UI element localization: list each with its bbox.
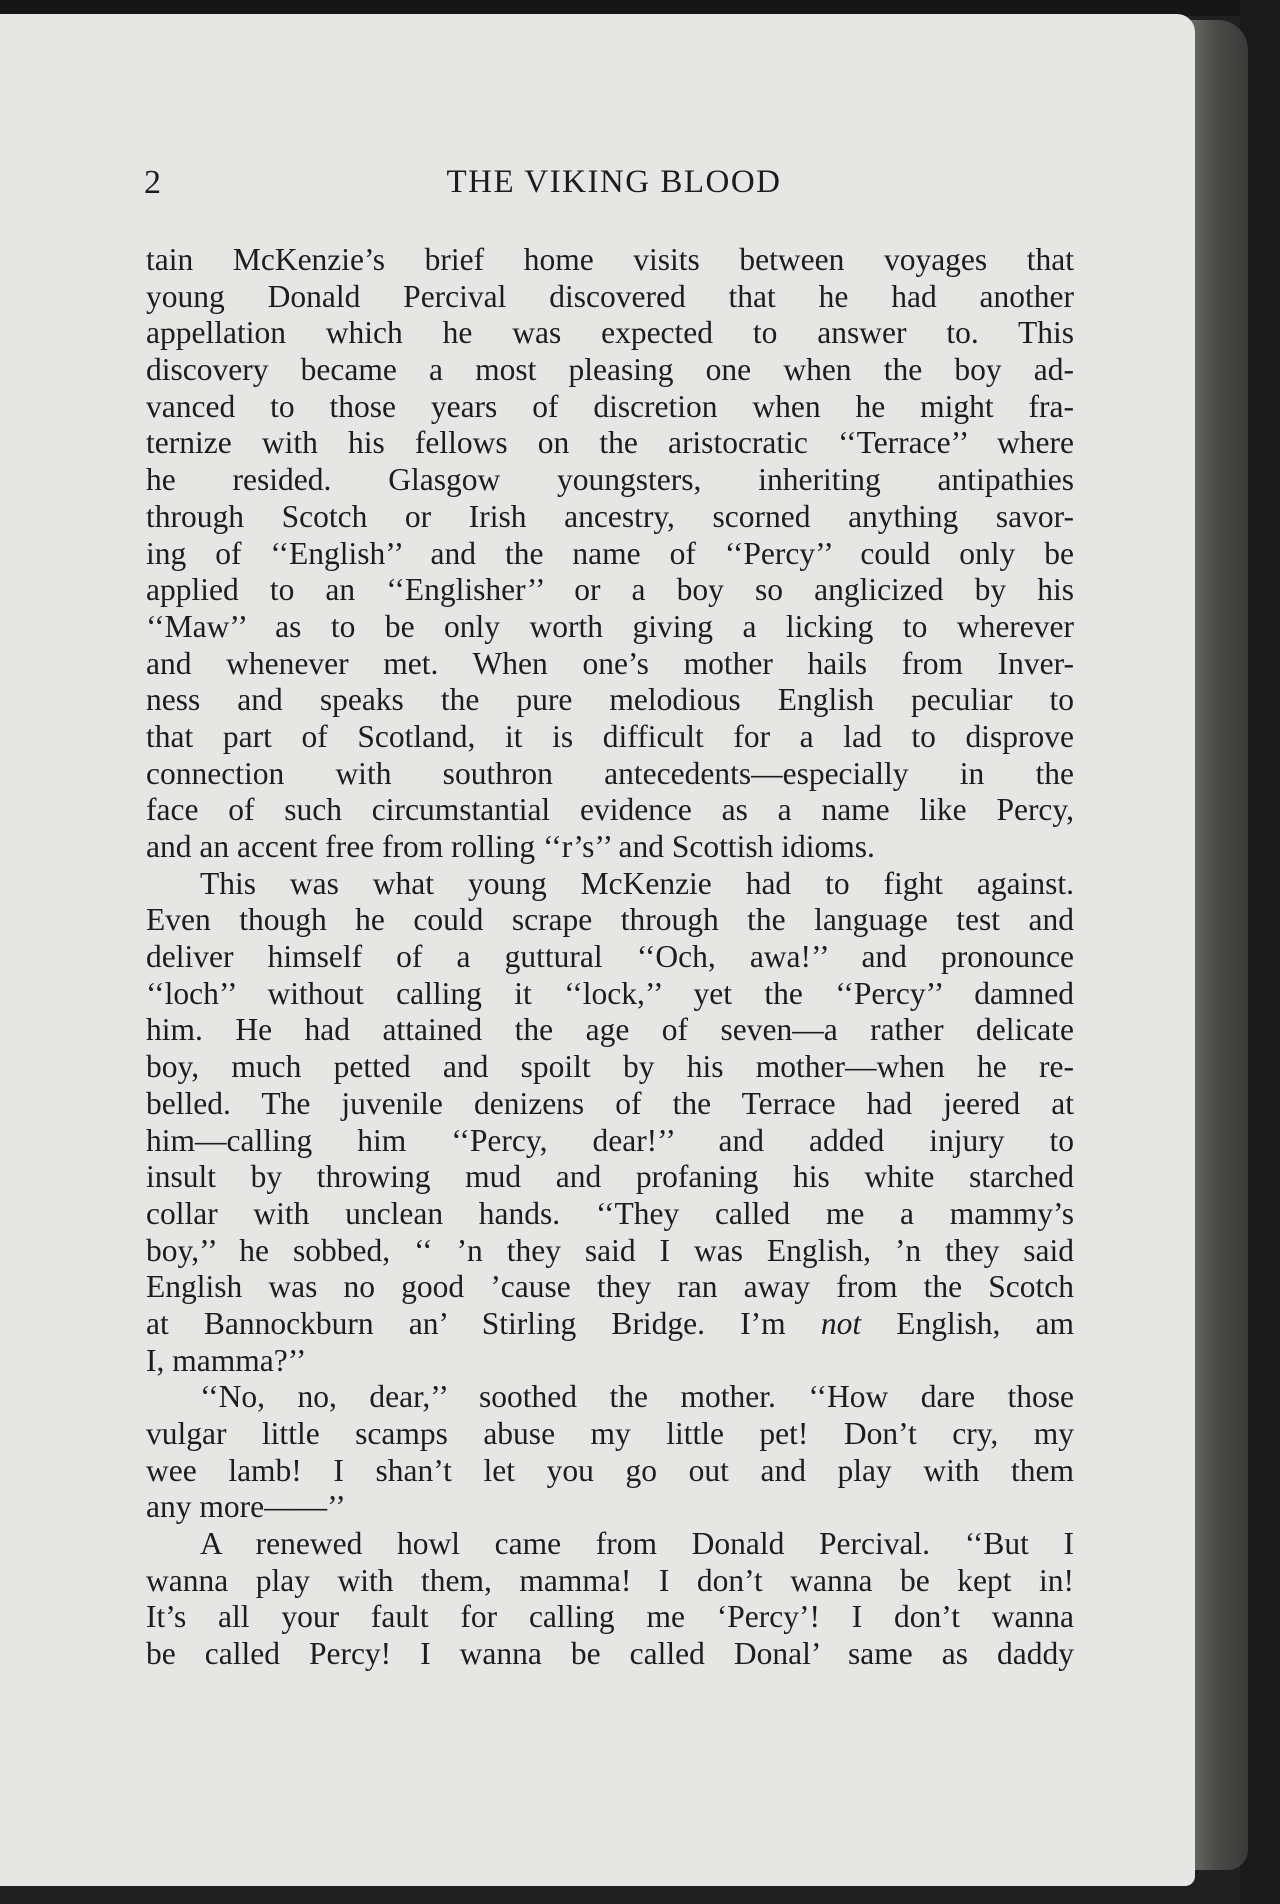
running-title: THE VIKING BLOOD <box>446 164 782 200</box>
text-line: boy, much petted and spoilt by his mother—when he re- <box>146 1049 1074 1085</box>
text-line: discovery became a most pleasing one when the boy ad- <box>146 352 1074 388</box>
paragraph-end-line: and an accent free from rolling ‘‘r’s’’ and Scottish idioms. <box>146 829 875 864</box>
paragraph-end-line: any more——’’ <box>146 1489 346 1525</box>
text-line: ‘‘Maw’’ as to be only worth giving a licking to wherever <box>146 608 1074 644</box>
text-line: vulgar little scamps abuse my little pet! Don’t cry, my <box>146 1416 1074 1451</box>
text-line: vanced to those years of discretion when he might fra- <box>146 388 1074 424</box>
text-line: ‘‘loch’’ without calling it ‘‘lock,’’ yet the ‘‘Percy’’ damned <box>146 975 1074 1011</box>
text-line: collar with unclean hands. ‘‘They called me a mammy’s <box>146 1195 1074 1231</box>
paragraph-start-line: A renewed howl came from Donald Percival. ‘‘But I <box>200 1526 1074 1562</box>
text-line: belled. The juvenile denizens of the Terrace had jeered at <box>146 1085 1074 1121</box>
text-line: him. He had attained the age of seven—a rather delicate <box>146 1012 1074 1048</box>
paragraph-start-line: ‘‘No, no, dear,’’ soothed the mother. ‘‘How dare those <box>200 1379 1074 1415</box>
text-line: ness and speaks the pure melodious English peculiar to <box>146 682 1074 718</box>
text-line: boy,’’ he sobbed, ‘‘ ’n they said I was English, ’n they said <box>146 1232 1074 1268</box>
text-line-with-emphasis <box>146 1306 1074 1343</box>
text-line: face of such circumstantial evidence as a name like Percy, <box>146 792 1074 828</box>
text-line: he resided. Glasgow youngsters, inheriting antipathies <box>146 462 1074 498</box>
page-number: 2 <box>144 164 161 201</box>
text-line: connection with southron antecedents—especially in the <box>146 755 1074 791</box>
text-line: insult by throwing mud and profaning his white starched <box>146 1159 1074 1195</box>
text-line: ing of ‘‘English’’ and the name of ‘‘Percy’’ could only be <box>146 535 1074 571</box>
text-line: and whenever met. When one’s mother hails from Inver- <box>146 645 1074 681</box>
text-line: applied to an ‘‘Englisher’’ or a boy so anglicized by his <box>146 572 1074 608</box>
paragraph-end-line: I, mamma?’’ <box>146 1342 307 1378</box>
text-segment: at Bannockburn an’ Stirling Bridge. I’m <box>146 1305 821 1341</box>
text-segment: English, am <box>861 1305 1074 1341</box>
text-line: be called Percy! I wanna be called Donal’ same as daddy <box>146 1636 1074 1672</box>
page-header <box>144 164 1074 212</box>
text-line: him—calling him ‘‘Percy, dear!’’ and added injury to <box>146 1122 1074 1158</box>
text-line: wee lamb! I shan’t let you go out and play with them <box>146 1452 1074 1488</box>
text-line: wanna play with them, mamma! I don’t wanna be kept in! <box>146 1562 1074 1598</box>
paragraph-start-line: This was what young McKenzie had to fight against. <box>200 865 1074 901</box>
text-line: tain McKenzie’s brief home visits between voyages that <box>146 242 1074 277</box>
body-text <box>146 242 1074 1673</box>
text-line: young Donald Percival discovered that he had another <box>146 278 1074 314</box>
text-line: English was no good ’cause they ran away from the Scotch <box>146 1269 1074 1305</box>
text-line: deliver himself of a guttural ‘‘Och, awa!’’ and pronounce <box>146 939 1074 975</box>
text-line: Even though he could scrape through the language test and <box>146 902 1074 938</box>
text-line: through Scotch or Irish ancestry, scorned anything savor- <box>146 498 1074 534</box>
italic-emphasis: not <box>820 1305 862 1341</box>
text-line: It’s all your fault for calling me ‘Percy’! I don’t wanna <box>146 1599 1074 1635</box>
text-line: appellation which he was expected to answer to. This <box>146 315 1074 351</box>
text-line: ternize with his fellows on the aristocratic ‘‘Terrace’’ where <box>146 425 1074 461</box>
text-line: that part of Scotland, it is difficult for a lad to disprove <box>146 718 1074 754</box>
